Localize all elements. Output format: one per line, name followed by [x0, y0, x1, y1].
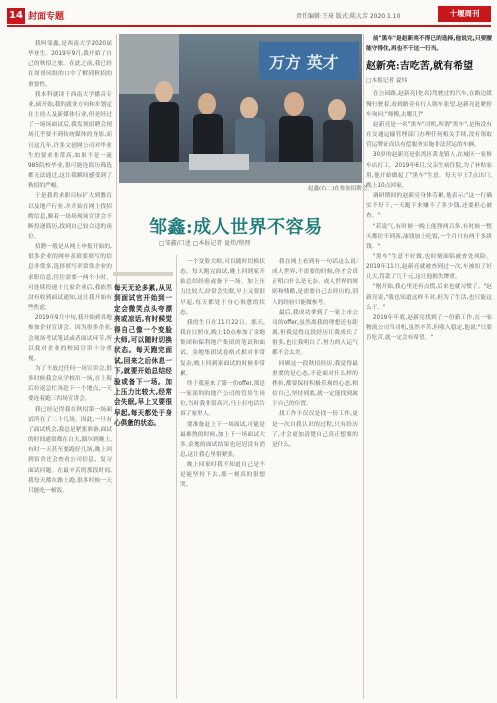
- paragraph: 我在网上看到有一句话这么说:成人世界,不需要的时候,你才会真正明白什么是无奈。成人世界的规则和残酷,是需要自己去经历的,别人的经验只能做参考。: [272, 259, 358, 306]
- column-divider: [176, 255, 177, 699]
- middle-column-2: [272, 257, 358, 697]
- page-number: 14: [7, 8, 25, 24]
- paragraph: "黑车"生意不好做,也时刻面临被查处风险。2019年11月,赵新亮就被查到过一次,车被扣了好几天,罚款了几千元,这让他损失惨重。: [366, 253, 492, 281]
- right-column: [366, 34, 492, 699]
- quote-bar: [113, 272, 173, 276]
- header-rule: [7, 25, 491, 27]
- paragraph: 调研期间的赵新亮身体劳累,他表示:"这一行确实不好干,一天跑下来赚不了多少钱,还要担心被查。": [366, 193, 492, 220]
- paragraph: "若说气,有时候一晚上能挣两百多,有时候一整天都拉不到客,油钱加上吃饭,一个月只有两千多块钱。": [366, 223, 492, 250]
- svg-text:万方 英才: 万方 英才: [269, 53, 339, 72]
- right-intro: 前"黑车"是赵新亮不得已的选择,他说完,只要腰能守得住,再也不干这一行当。: [366, 36, 492, 53]
- paragraph: 晚上回家时我不知道自己是不是能坚持下去,那一刻真的很想哭。: [180, 462, 265, 489]
- paragraph: 我本科就读于西南大学播音专业,硕开始,我的就业方向和步划定在主持人及新媒体行业,但是经过了一场场面试后,我发现招聘会现场几乎要不到传统媒体的身影,而且这几年,许多文创网公司对毕业生的要求非常高,如果不是一流985院校毕业,很可能连简历筛选都无法通过,这让我瞬间感受到了秋招的严峻。: [28, 91, 112, 190]
- paragraph: 于是我将求职目标扩大到教育以及地产行业,并开始在网上找招聘信息,顺着一场场现场宣讲会不断投递简历,找到自己较合适的岗位。: [28, 193, 112, 240]
- recruitment-photo: [119, 34, 362, 183]
- middle-column-1: [180, 257, 265, 697]
- article-title: 邹鑫:成人世界不容易: [149, 217, 323, 238]
- paragraph: 终于我迎来了第一份offer,那是一家深圳的地产公司的管培生岗位,当时我非常高兴,马上打电话告诉了家里人。: [180, 380, 265, 418]
- paragraph: 2019年9月中旬,我开始到各地参加企业宣讲会。因为很多企业,会现场考试笔试或者面试环节,所以我对企业的校园宣讲十分重视。: [28, 315, 112, 362]
- paragraph: 最后,我成功拿到了一家上市公司的offer,虽然离我的理想还有距离,但我觉得这段经历让我成长了很多,也让我明白了,努力的人运气都不会太差。: [272, 309, 358, 357]
- paragraph: 我已经记得我在秋招第一场面试所在了二十几场。因此,一旦有了面试机会,我总是紧张准备,面试的时间通常都在白天,偶尔到晚上,有时一天甚至要跑好几场,晚上回到宿舍还会查看公司信息、复习面试问题。在最辛苦的那段时间,我每天都在路上跑,很多时候一天只能吃一顿饭。: [28, 406, 112, 494]
- paragraph: 回顾这一段秋招经历,我觉得最重要的是心态,不论面对什么样的挫折,都要保持积极乐观的心态,相信自己,坚持到底,就一定能找到属于自己的位置。: [272, 360, 358, 408]
- pull-quote: 每天无论多累,从见到面试官开始到一定会微笑点头夸漂亮或凉话,有时候觉得自己像一个变脸大师,可以随时切换状态。每天跑完面试,回来之后休息一下,就要开始总结经验或备下一场。加上压力比较大,经常会失眠,早上又要很早起,每天都处于身心俱惫的状态。: [114, 284, 172, 428]
- right-heading: 赵新亮:吉吃苦,就有希望: [366, 61, 474, 73]
- paragraph: 我的生日在11月22日。那天,我在日照市,晚上10点参加了金地集团和保利地产集团的笔试和面试。金地集团试卷格式相对非常复杂,晚上回到家面试的时候非常累。: [180, 319, 265, 377]
- right-byline: □本报记者 夏炜: [366, 78, 408, 85]
- paragraph: 赵新亮是一名"黑车"司机,所谓"黑车",是指没有在交通运输管理部门办理任何相关手续,没有领取营运牌证而以有偿服务实施非法营运的车辆。: [366, 121, 492, 149]
- paragraph: 在公园路,赵新亮(化名)驾驶过的汽车,在路边缓慢行驶着,看到路旁有行人朝车张望,赵新亮赶紧停车询问:"师傅,去哪儿?": [366, 91, 492, 118]
- article-byline: □邹鑫/口述 □本报记者 夏炜/整理: [159, 240, 251, 247]
- paragraph: 为了不放过任何一场宣讲会,很多时候我会从学校出一场,在上海后拉返急忙奔赴下一个地点,一天要连着跑三四场宣讲会。: [28, 366, 112, 403]
- column-divider: [363, 34, 364, 699]
- paragraph: 找工作不仅仅是找一份工作,更是一次自我认识的过程,只有经历了,才会更加清楚自己真正想要的是什么。: [272, 411, 358, 448]
- paragraph: 30岁的赵新亮是张湾区黄龙镇人,在城区一家修车店打工。2019年6月,父亲生病住院,为了补贴家用,他开始做起了"黑车"生意。每天早上7点出门,晚上10点回家。: [366, 152, 492, 189]
- paragraph: 要准备赶上下一场面试,可能是最难熬的时候,加上下一场面试大多,金地的面试结果也迟迟没有消息,这让我心里很紧张。: [180, 421, 265, 458]
- paragraph: 我叫邹鑫,是西南大学2020届毕业生。2019年9月,我开始了自己的秋招之旅。在此之前,我已经在周哥同组的口中了解到秋招的重要性。: [28, 41, 112, 88]
- publication-logo: 十堰周刊: [438, 6, 491, 22]
- editor-credits: 责任编辑:王琦 版式:陈大芳 2020.1.10: [296, 13, 401, 20]
- paragraph: 招聘一般是从网上申报开始的,很多企业的网申表填要填写的信息非常多,选择填写率常常企业的求职信息,往往需要一两个小时。可连续投递十几家企业后,我依然没有收到面试通知,这让我开始有些焦虑。: [28, 244, 112, 312]
- paragraph: 2019年年底,赵新亮找到了一份新工作,在一家物流公司当司机,虽然辛苦,但收入稳定,他说:"只要肯吃苦,就一定会有希望。": [366, 314, 492, 342]
- right-body: [366, 89, 492, 343]
- page-header: [0, 0, 497, 26]
- section-title: 封面专题: [28, 12, 65, 22]
- photo-caption: 赵鑫(右二)在参加招聘会。: [308, 186, 373, 192]
- left-column: [28, 39, 112, 699]
- paragraph: "刚开始,我心里还有点慌,后来也就习惯了。"赵新亮说,"我也知道这样不对,但为了生活,也只能这么干。": [366, 284, 492, 311]
- paragraph: 一个变脸大师,可以随时切换状态。每天跑完面试,晚上回到家开始总结经验或备下一场。加上压力比较大,经常会失眠,早上又要很早起,每天都处于身心俱惫的状态。: [180, 259, 265, 316]
